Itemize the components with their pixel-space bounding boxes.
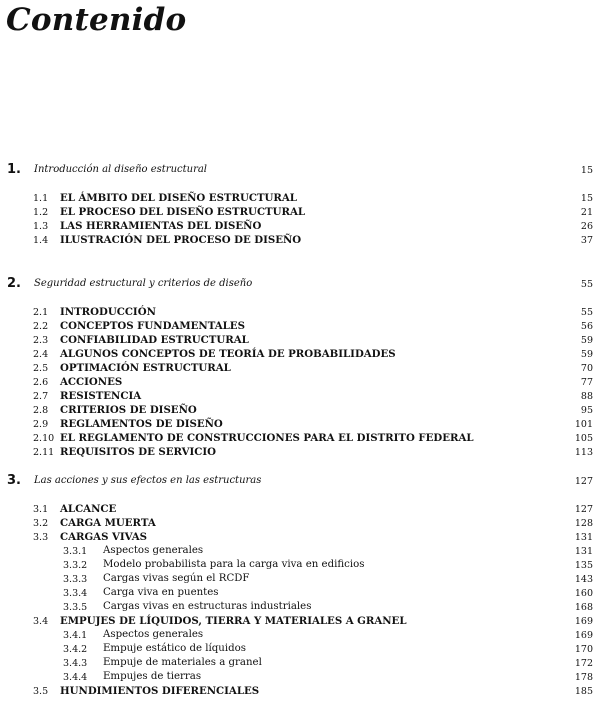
subsection-title: Cargas vivas en estructuras industriales (103, 601, 312, 612)
section-title: EL PROCESO DEL DISEÑO ESTRUCTURAL (60, 206, 306, 218)
page-number: 131 (574, 546, 593, 557)
subsection-row[interactable] (0, 573, 600, 587)
section-row[interactable] (0, 334, 600, 348)
subsection-row[interactable] (0, 545, 600, 559)
page-title: Contenido (6, 2, 187, 38)
page-number: 127 (574, 476, 593, 487)
page-number: 131 (574, 532, 593, 543)
section-title: EL REGLAMENTO DE CONSTRUCCIONES PARA EL DISTRITO FEDERAL (60, 432, 474, 444)
page-number: 101 (574, 419, 593, 430)
section-title: ACCIONES (60, 376, 123, 388)
subsection-title: Empujes de tierras (103, 671, 202, 682)
page-number: 59 (580, 335, 593, 346)
subsection-row[interactable] (0, 559, 600, 573)
page-number: 15 (580, 165, 593, 176)
section-title: CARGAS VIVAS (60, 531, 148, 543)
chapter-title: Las acciones y sus efectos en las estructuras (34, 475, 262, 486)
page-number: 170 (574, 644, 593, 655)
section-row[interactable] (0, 376, 600, 390)
chapter-title: Seguridad estructural y criterios de diseño (34, 278, 253, 289)
section-number: 1.3 (33, 221, 49, 232)
section-row[interactable] (0, 220, 600, 234)
section-row[interactable] (0, 531, 600, 545)
section-number: 2.5 (33, 363, 49, 374)
section-title: REGLAMENTOS DE DISEÑO (60, 418, 223, 430)
section-row[interactable] (0, 418, 600, 432)
section-row[interactable] (0, 503, 600, 517)
section-row[interactable] (0, 306, 600, 320)
subsection-title: Carga viva en puentes (103, 587, 219, 598)
section-title: OPTIMACIÓN ESTRUCTURAL (60, 362, 231, 374)
page-number: 172 (574, 658, 593, 669)
section-row[interactable] (0, 446, 600, 460)
subsection-number: 3.4.4 (63, 672, 88, 683)
section-number: 2.10 (33, 433, 55, 444)
subsection-row[interactable] (0, 671, 600, 685)
subsection-number: 3.4.2 (63, 644, 88, 655)
chapter-number: 1. (7, 162, 21, 177)
page-number: 15 (580, 193, 593, 204)
subsection-title: Modelo probabilista para la carga viva en edificios (103, 559, 365, 570)
subsection-row[interactable] (0, 643, 600, 657)
page-number: 178 (574, 672, 593, 683)
section-title: LAS HERRAMIENTAS DEL DISEÑO (60, 220, 262, 232)
section-title: ILUSTRACIÓN DEL PROCESO DE DISEÑO (60, 234, 302, 246)
section-title: HUNDIMIENTOS DIFERENCIALES (60, 685, 260, 697)
subsection-number: 3.3.3 (63, 574, 88, 585)
chapter-row[interactable] (0, 278, 600, 292)
page-number: 169 (574, 630, 593, 641)
section-title: RESISTENCIA (60, 390, 142, 402)
section-row[interactable] (0, 234, 600, 248)
subsection-row[interactable] (0, 587, 600, 601)
page-number: 88 (580, 391, 593, 402)
section-title: REQUISITOS DE SERVICIO (60, 446, 217, 458)
section-number: 2.2 (33, 321, 49, 332)
section-number: 2.11 (33, 447, 55, 458)
section-number: 2.6 (33, 377, 49, 388)
section-number: 3.1 (33, 504, 49, 515)
page-number: 26 (580, 221, 593, 232)
subsection-title: Empuje de materiales a granel (103, 657, 262, 668)
section-row[interactable] (0, 517, 600, 531)
page-number: 21 (580, 207, 593, 218)
page-number: 143 (574, 574, 593, 585)
subsection-number: 3.3.1 (63, 546, 88, 557)
chapter-row[interactable] (0, 164, 600, 178)
page-number: 55 (580, 307, 593, 318)
section-row[interactable] (0, 348, 600, 362)
section-number: 2.3 (33, 335, 49, 346)
section-title: ALCANCE (60, 503, 117, 515)
section-row[interactable] (0, 362, 600, 376)
section-row[interactable] (0, 192, 600, 206)
subsection-number: 3.3.2 (63, 560, 88, 571)
section-title: CARGA MUERTA (60, 517, 156, 529)
section-title: INTRODUCCIÓN (60, 306, 156, 318)
section-number: 1.2 (33, 207, 49, 218)
subsection-number: 3.4.1 (63, 630, 88, 641)
section-number: 1.1 (33, 193, 49, 204)
page-number: 185 (574, 686, 593, 697)
subsection-row[interactable] (0, 601, 600, 615)
section-number: 2.7 (33, 391, 49, 402)
page-number: 127 (574, 504, 593, 515)
subsection-title: Aspectos generales (103, 629, 204, 640)
page-number: 59 (580, 349, 593, 360)
page-number: 55 (580, 279, 593, 290)
section-number: 3.2 (33, 518, 49, 529)
page-number: 70 (580, 363, 593, 374)
section-row[interactable] (0, 404, 600, 418)
section-title: CONFIABILIDAD ESTRUCTURAL (60, 334, 249, 346)
subsection-number: 3.3.5 (63, 602, 88, 613)
section-number: 3.3 (33, 532, 49, 543)
section-row[interactable] (0, 390, 600, 404)
section-number: 2.4 (33, 349, 49, 360)
page-number: 37 (580, 235, 593, 246)
page-number: 56 (580, 321, 593, 332)
section-row[interactable] (0, 615, 600, 629)
section-row[interactable] (0, 685, 600, 699)
section-number: 1.4 (33, 235, 49, 246)
page-number: 169 (574, 616, 593, 627)
page-number: 160 (574, 588, 593, 599)
section-row[interactable] (0, 320, 600, 334)
subsection-title: Cargas vivas según el RCDF (103, 573, 250, 584)
section-title: CRITERIOS DE DISEÑO (60, 404, 197, 416)
chapter-row[interactable] (0, 475, 600, 489)
subsection-row[interactable] (0, 657, 600, 671)
page-number: 113 (574, 447, 593, 458)
chapter-number: 2. (7, 276, 21, 291)
subsection-title: Empuje estático de líquidos (103, 643, 246, 654)
page-number: 168 (574, 602, 593, 613)
subsection-title: Aspectos generales (103, 545, 204, 556)
chapter-number: 3. (7, 473, 21, 488)
section-title: EL ÁMBITO DEL DISEÑO ESTRUCTURAL (60, 192, 297, 204)
section-number: 3.4 (33, 616, 49, 627)
section-number: 2.9 (33, 419, 49, 430)
subsection-number: 3.4.3 (63, 658, 88, 669)
section-title: CONCEPTOS FUNDAMENTALES (60, 320, 245, 332)
page-number: 135 (574, 560, 593, 571)
subsection-row[interactable] (0, 629, 600, 643)
section-number: 2.8 (33, 405, 49, 416)
section-number: 3.5 (33, 686, 49, 697)
chapter-title: Introducción al diseño estructural (34, 164, 208, 175)
page-number: 95 (580, 405, 593, 416)
subsection-number: 3.3.4 (63, 588, 88, 599)
section-title: ALGUNOS CONCEPTOS DE TEORÍA DE PROBABILIDADES (60, 348, 396, 360)
section-row[interactable] (0, 432, 600, 446)
page-number: 77 (580, 377, 593, 388)
page-number: 128 (574, 518, 593, 529)
section-row[interactable] (0, 206, 600, 220)
section-number: 2.1 (33, 307, 49, 318)
section-title: EMPUJES DE LÍQUIDOS, TIERRA Y MATERIALES A GRANEL (60, 615, 407, 627)
page-number: 105 (574, 433, 593, 444)
